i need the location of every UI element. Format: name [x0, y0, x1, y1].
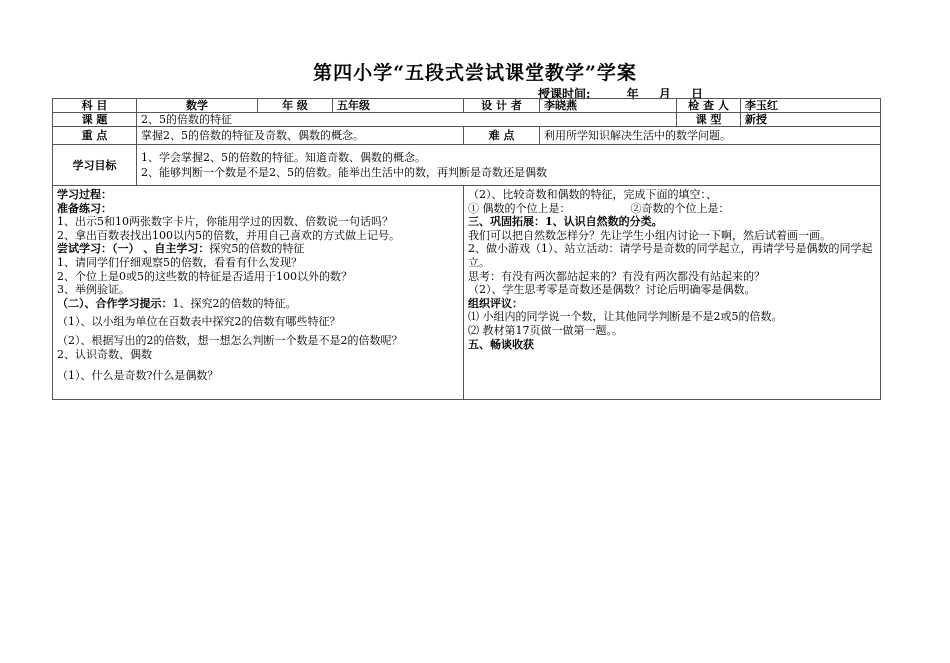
section-heading: 组织评议：: [468, 296, 523, 310]
section-heading: 学习过程：: [57, 188, 112, 201]
text-line: 2、做小游戏（1）、站立活动：请学号是奇数的同学起立，再请学号是偶数的同学起立。: [468, 242, 873, 269]
subject-value: 数学: [137, 99, 258, 113]
text-line: [468, 215, 876, 229]
text-line: （1）、以小组为单位在百数表中探究2的倍数有哪些特征？: [57, 315, 341, 329]
goal-item: 1、学会掌握2、5的倍数的特征。知道奇数、偶数的概念。: [141, 151, 426, 164]
inline-text: 1、探究2的倍数的特征。: [172, 296, 297, 310]
time-day: 日: [691, 87, 704, 101]
text-line: ⑵ 教材第17页做一做第一题。。: [468, 323, 623, 337]
grade-label: 年 级: [258, 99, 333, 113]
goals-content: [137, 145, 881, 186]
text-line: 1、出示5和10两张数字卡片，你能用学过的因数、倍数说一句话吗？: [57, 215, 393, 229]
section-heading: 尝试学习：（一） 、自主学习：: [57, 242, 210, 256]
topic-label: 课 题: [53, 113, 137, 127]
type-label: 课 型: [677, 113, 741, 127]
topic-value: 2、5的倍数的特征: [137, 113, 677, 127]
text-line: [468, 202, 876, 216]
goals-label: 学习目标: [53, 145, 137, 186]
checker-label: 检 查 人: [677, 99, 741, 113]
difficulty-value: 利用所学知识解决生活中的数学问题。: [540, 127, 881, 145]
text-line: （2）、学生思考零是奇数还是偶数？讨论后明确零是偶数。: [468, 283, 756, 297]
checker-value: 李玉红: [741, 99, 881, 113]
inline-text: ① 偶数的个位上是：: [468, 201, 571, 215]
learning-process-left: [53, 186, 464, 400]
time-label: 授课时间:: [538, 87, 591, 101]
text-line: 1、请同学们仔细观察5的倍数，看看有什么发现？: [57, 255, 302, 269]
text-line: [57, 242, 459, 256]
difficulty-label: 难 点: [464, 127, 540, 145]
text-line: 思考：有没有两次都站起来的？有没有两次都没有站起来的？: [468, 269, 765, 283]
section-heading: 三、巩固拓展：: [468, 215, 545, 229]
designer-label: 设 计 者: [464, 99, 540, 113]
designer-value: 李晓燕: [540, 99, 677, 113]
page-title: 第四小学“五段式尝试课堂教学”学案: [313, 62, 637, 84]
time-month: 月: [658, 87, 671, 101]
text-line: 2、个位上是0或5的这些数的特征是否适用于100以外的数？: [57, 269, 352, 283]
section-heading: （二）、合作学习提示：: [57, 296, 173, 310]
inline-text: 探究5的倍数的特征: [209, 242, 305, 256]
subject-label: 科 目: [53, 99, 137, 113]
inline-text: ②奇数的个位上是：: [630, 201, 730, 215]
inline-text: 1、认识自然数的分类。: [545, 215, 663, 229]
lesson-plan-table: [52, 98, 881, 400]
text-line: 我们可以把自然数怎样分？先让学生小组内讨论一下啊，然后试着画一画。: [468, 228, 831, 242]
key-point-label: 重 点: [53, 127, 137, 145]
text-line: ⑴ 小组内的同学说一个数，让其他同学判断是不是2或5的倍数。: [468, 310, 783, 324]
text-line: 2、拿出百数表找出100以内5的倍数，并用自己喜欢的方式做上记号。: [57, 228, 400, 242]
text-line: （1）、什么是奇数?什么是偶数？: [57, 369, 219, 383]
section-heading: 五、畅谈收获: [468, 337, 534, 351]
text-line: （2）、比较奇数和偶数的特征，完成下面的填空：、: [468, 188, 717, 201]
grade-value: 五年级: [333, 99, 464, 113]
text-line: 2、认识奇数、偶数: [57, 347, 152, 361]
section-heading: 准备练习：: [57, 201, 112, 215]
text-line: （2）、根据写出的2的倍数，想一想怎么判断一个数是不是2的倍数呢？: [57, 333, 403, 347]
goal-item: 2、能够判断一个数是不是2、5的倍数。能举出生活中的数，再判断是奇数还是偶数: [141, 166, 547, 179]
text-line: [57, 297, 459, 311]
type-value: 新授: [741, 113, 881, 127]
learning-process-right: [464, 186, 881, 400]
key-point-value: 掌握2、5的倍数的特征及奇数、偶数的概念。: [137, 127, 464, 145]
time-year: 年: [626, 87, 639, 101]
text-line: 3、举例验证。: [57, 283, 130, 297]
